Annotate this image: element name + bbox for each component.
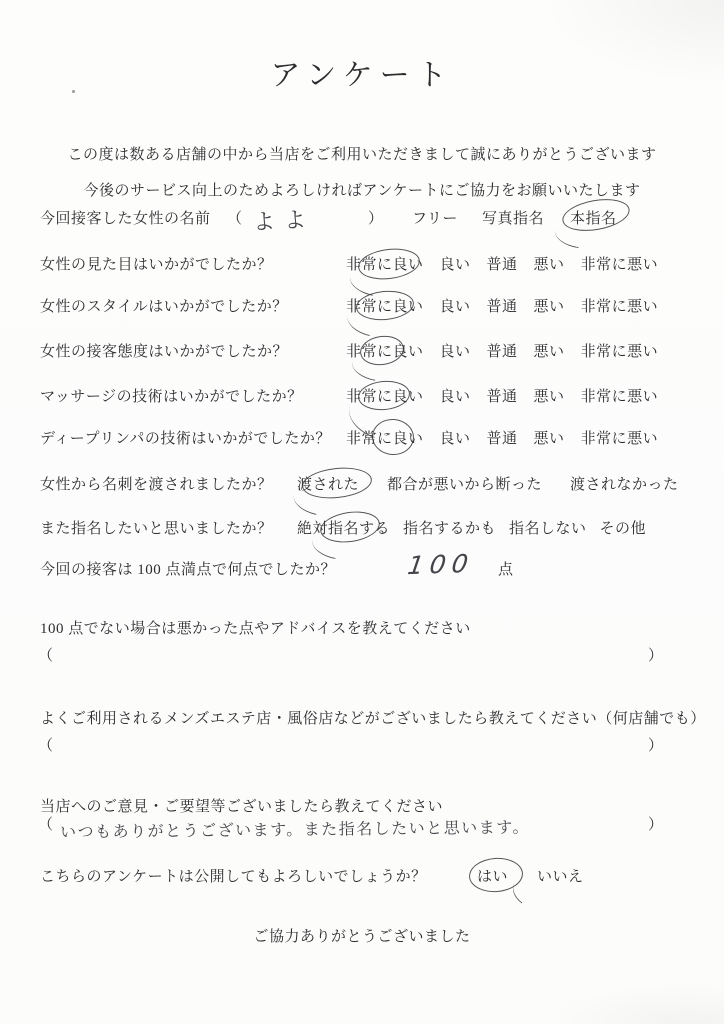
option-very-good: 非常に良い [346, 257, 424, 273]
question-label: ディープリンパの技術はいかがでしたか？ [40, 431, 331, 447]
question-label: 女性から名刺を渡されましたか？ [40, 477, 273, 493]
scan-speck [72, 90, 75, 93]
option-bad: 悪い [533, 257, 565, 273]
opinion-prompt: 当店へのご意見・ご要望等ございましたら教えてください [40, 799, 444, 815]
intro-line-1: この度は数ある店舗の中から当店をご利用いただきまして誠にありがとうございます [67, 147, 657, 163]
footer-thanks: ご協力ありがとうございました [253, 929, 471, 945]
option-very-bad: 非常に悪い [580, 431, 659, 447]
other-shops-answer-row [0, 734, 724, 758]
handwritten-comment: いつもありがとうございます。また指名したいと思います。 [59, 817, 531, 842]
option-normal: 普通 [486, 299, 518, 315]
question-label: 女性の接客態度はいかがでしたか？ [40, 344, 289, 360]
question-label: 女性の見た目はいかがでしたか？ [40, 257, 273, 273]
intro-line-2: 今後のサービス向上のためよろしければアンケートにご協力をお願いいたします [83, 183, 641, 199]
paren-open: （ [38, 738, 54, 754]
option-very-bad: 非常に悪い [580, 299, 659, 315]
option-other: その他 [599, 521, 647, 537]
option-bad: 悪い [533, 431, 565, 447]
option-bad: 悪い [533, 344, 565, 360]
paren-close: ） [368, 211, 384, 227]
paren-open: （ [227, 211, 243, 227]
option-not-received: 渡されなかった [570, 477, 679, 493]
question-score-row [0, 548, 724, 582]
option-bad: 悪い [533, 389, 565, 405]
paren-close: ） [648, 738, 664, 754]
option-declined: 都合が悪いから断った [387, 477, 543, 493]
option-very-bad: 非常に悪い [580, 257, 659, 273]
other-shops-prompt: よくご利用されるメンズエステ店・風俗店などがございましたら教えてください（何店舗でも） [40, 711, 706, 727]
option-photo-shimei: 写真指名 [482, 211, 545, 227]
score-unit: 点 [498, 562, 514, 578]
handwritten-name: よよ [252, 207, 316, 236]
option-free: フリー [412, 211, 458, 227]
option-normal: 普通 [486, 431, 518, 447]
option-very-bad: 非常に悪い [580, 389, 659, 405]
option-very-good: 非常に良い [346, 431, 424, 447]
paren-close: ） [648, 817, 664, 833]
option-good: 良い [439, 344, 471, 360]
paren-open: （ [38, 648, 54, 664]
option-very-good: 非常に良い [346, 389, 424, 405]
question-label: こちらのアンケートは公開してもよろしいでしょうか？ [40, 869, 427, 885]
option-good: 良い [439, 389, 471, 405]
option-maybe: 指名するかも [403, 521, 497, 537]
option-definitely: 絶対指名する [297, 521, 391, 537]
handwritten-score: 100 [405, 548, 476, 581]
option-bad: 悪い [533, 299, 565, 315]
option-very-good: 非常に良い [346, 344, 424, 360]
option-good: 良い [439, 299, 471, 315]
question-publish-row [0, 865, 724, 889]
question-label: 今回の接客は 100 点満点で何点でしたか？ [40, 562, 337, 578]
paren-open: （ [38, 817, 54, 833]
opinion-answer-row [0, 813, 724, 849]
question-label: マッサージの技術はいかがでしたか？ [40, 389, 303, 405]
option-very-good: 非常に良い [346, 299, 424, 315]
option-good: 良い [439, 431, 471, 447]
question-label: また指名したいと思いましたか？ [40, 521, 273, 537]
option-very-bad: 非常に悪い [580, 344, 659, 360]
option-no: 指名しない [509, 521, 587, 537]
option-good: 良い [439, 257, 471, 273]
option-normal: 普通 [486, 344, 518, 360]
option-normal: 普通 [486, 257, 518, 273]
page-title: アンケート [270, 59, 454, 92]
option-yes: はい [477, 869, 509, 885]
question-label: 女性のスタイルはいかがでしたか？ [40, 299, 288, 315]
advice-answer-row [0, 644, 724, 668]
option-received: 渡された [297, 477, 360, 493]
question-label: 今回接客した女性の名前 [40, 211, 211, 227]
option-no: いいえ [537, 869, 584, 885]
handwritten-circle-looks-very-good [356, 245, 421, 282]
advice-prompt: 100 点でない場合は悪かった点やアドバイスを教えてください [40, 621, 471, 637]
option-normal: 普通 [486, 389, 518, 405]
paren-close: ） [648, 648, 664, 664]
option-hon-shimei: 本指名 [570, 211, 617, 227]
